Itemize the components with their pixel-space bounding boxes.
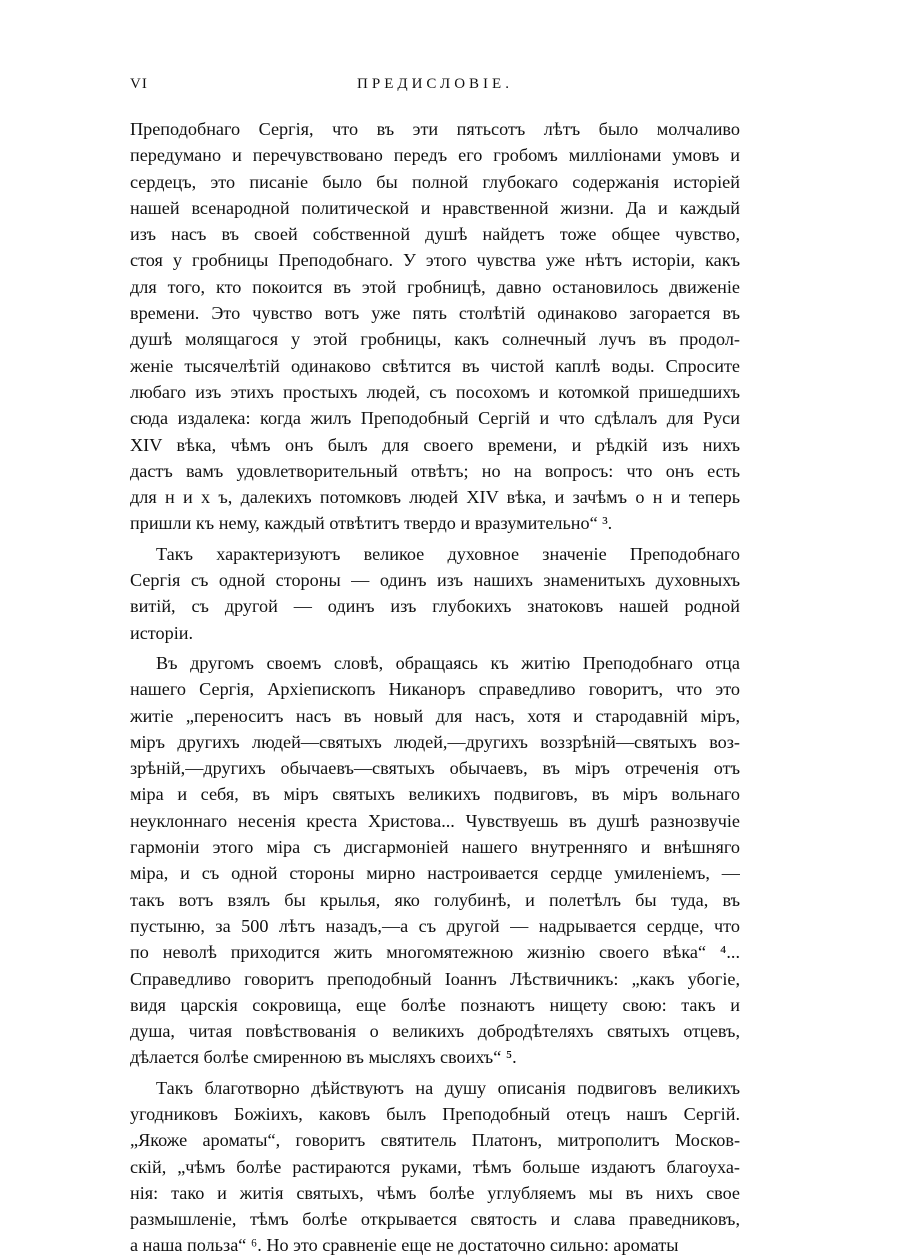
text-line: міра, и съ одной стороны мирно настроивается сердце умиленіемъ, — (130, 863, 740, 884)
text-line: видя царскія сокровища, еще болѣе познаютъ нищету свою: такъ и (130, 994, 740, 1015)
text-line: для н и х ъ, далекихъ потомковъ людей XIV вѣка, и зачѣмъ о н и теперь (130, 487, 740, 508)
paragraph (130, 541, 740, 646)
text-line: Сергія съ одной стороны — одинъ изъ нашихъ знаменитыхъ духовныхъ (130, 570, 740, 591)
text-line: пришли къ нему, каждый отвѣтитъ твердо и вразумительно“ ³. (130, 513, 613, 534)
text-line: исторіи. (130, 622, 194, 643)
text-line: гармоніи этого міра съ дисгармоніей нашего внутренняго и внѣшняго (130, 837, 740, 858)
text-line: Такъ благотворно дѣйствуютъ на душу описанія подвиговъ великихъ (156, 1077, 740, 1098)
text-line: такъ вотъ взялъ бы крылья, яко голубинѣ, и полетѣлъ бы туда, въ (130, 889, 740, 910)
text-line: нашего Сергія, Архіепископъ Никаноръ справедливо говоритъ, что это (130, 679, 740, 700)
text-line: сердецъ, это писаніе было бы полной глубокаго содержанія исторіей (130, 171, 740, 192)
text-line: сюда издалека: когда жилъ Преподобный Сергій и что сдѣлалъ для Руси (130, 408, 740, 429)
text-line: душа, читая повѣствованія о великихъ добродѣтеляхъ святыхъ отцевъ, (130, 1021, 740, 1042)
text-line: „Якоже ароматы“, говоритъ святитель Платонъ, митрополитъ Москов- (130, 1130, 740, 1151)
page-number: VI (130, 76, 148, 92)
text-line: угодниковъ Божіихъ, каковъ былъ Преподобный отецъ нашъ Сергій. (130, 1103, 740, 1124)
text-line: неуклоннаго несенія креста Христова... Чувствуешь въ душѣ разнозвучіе (130, 810, 740, 831)
text-line: Преподобнаго Сергія, что въ эти пятьсотъ лѣтъ было молчаливо (130, 119, 740, 139)
text-line: дастъ вамъ удовлетворительный отвѣтъ; но на вопросъ: что онъ есть (130, 460, 740, 481)
text-line: по неволѣ приходится жить многомятежною жизнію своего вѣка“ ⁴... (130, 942, 740, 963)
text-line: передумано и перечувствовано передъ его гробомъ милліонами умовъ и (130, 145, 740, 166)
text-line: для того, кто покоится въ этой гробницѣ, давно остановилось движеніе (130, 276, 740, 297)
text-line: XIV вѣка, чѣмъ онъ былъ для своего времени, и рѣдкій изъ нихъ (130, 434, 740, 455)
text-line: времени. Это чувство вотъ уже пять столѣтій одинаково загорается въ (130, 303, 740, 324)
page-body-text (130, 116, 740, 1259)
text-line: а наша польза“ ⁶. Но это сравненіе еще не достаточно сильно: ароматы (130, 1235, 679, 1256)
text-line: зрѣній,—другихъ обычаевъ—святыхъ обычаевъ, въ міръ отреченія отъ (130, 758, 740, 779)
text-line: любаго изъ этихъ простыхъ людей, съ посохомъ и котомкой пришедшихъ (130, 381, 740, 402)
running-header (130, 76, 740, 102)
text-line: Такъ характеризуютъ великое духовное значеніе Преподобнаго (156, 543, 740, 564)
text-line: душѣ молящагося у этой гробницы, какъ солнечный лучъ въ продол- (130, 329, 740, 350)
text-line: пустыню, за 500 лѣтъ назадъ,—а съ другой — надрывается сердце, что (130, 915, 740, 936)
text-line: стоя у гробницы Преподобнаго. У этого чувства уже нѣтъ исторіи, какъ (130, 250, 740, 271)
text-line: Въ другомъ своемъ словѣ, обращаясь къ житію Преподобнаго отца (156, 652, 740, 673)
text-line: изъ насъ въ своей собственной душѣ найдетъ тоже общее чувство, (130, 224, 740, 245)
text-line: Справедливо говоритъ преподобный Іоаннъ Лѣствичникъ: „какъ убогіе, (130, 968, 740, 989)
text-line: нашей всенародной политической и нравственной жизни. Да и каждый (130, 197, 740, 218)
text-line: размышленіе, тѣмъ болѣе открывается святость и слава праведниковъ, (130, 1209, 740, 1230)
text-line: міръ другихъ людей—святыхъ людей,—другихъ воззрѣній—святыхъ воз- (130, 731, 740, 752)
paragraph (130, 116, 740, 537)
text-line: витій, съ другой — одинъ изъ глубокихъ знатоковъ нашей родной (130, 596, 740, 617)
text-line: скій, „чѣмъ болѣе растираются руками, тѣмъ больше издаютъ благоуха- (130, 1156, 740, 1177)
text-line: дѣлается болѣе смиренною въ мысляхъ своихъ“ ⁵. (130, 1047, 517, 1068)
paragraph (130, 1075, 740, 1259)
paragraph (130, 650, 740, 1071)
text-line: нія: тако и житія святыхъ, чѣмъ болѣе углубляемъ мы въ нихъ свое (130, 1182, 740, 1203)
text-line: міра и себя, въ міръ святыхъ великихъ подвиговъ, въ міръ вольнаго (130, 784, 740, 805)
running-title: ПРЕДИСЛОВІЕ. (357, 76, 513, 92)
text-line: женіе тысячелѣтій одинаково свѣтится въ чистой каплѣ воды. Спросите (130, 355, 740, 376)
text-line: житіе „переноситъ насъ въ новый для насъ, хотя и стародавній міръ, (130, 705, 740, 726)
